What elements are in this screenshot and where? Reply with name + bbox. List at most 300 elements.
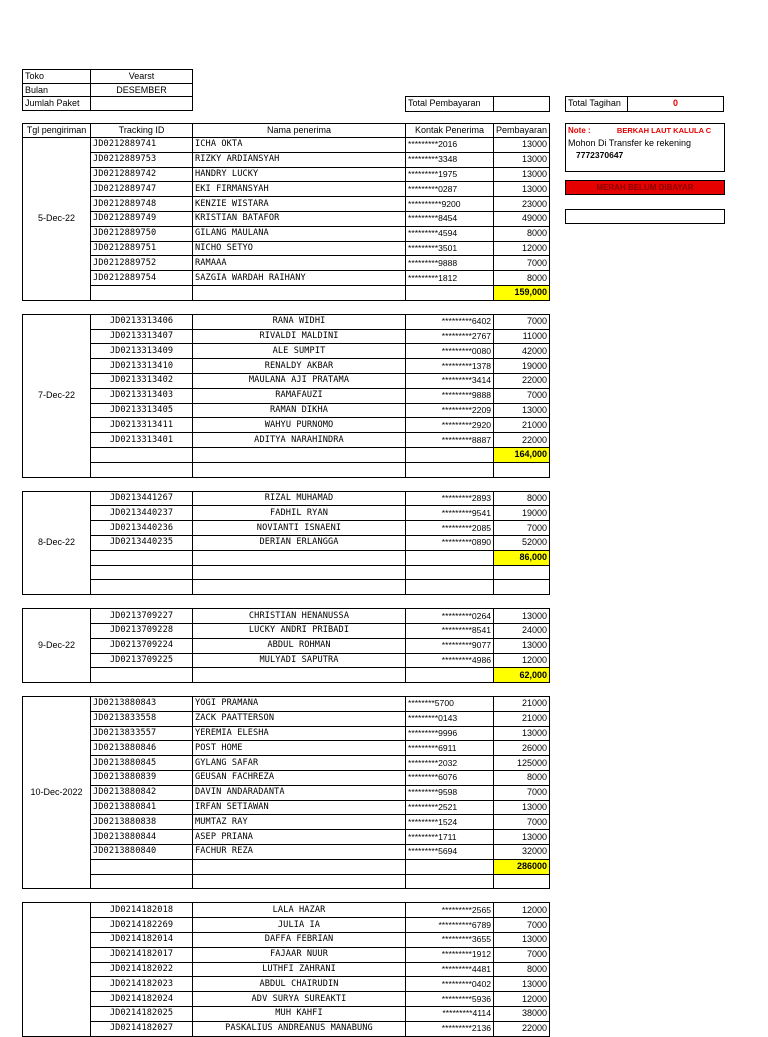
table-row [23,830,550,845]
table-row [23,418,550,433]
recipient-contact: **********6789 [406,918,494,933]
recipient-contact: *********6076 [406,771,494,786]
recipient-contact: ********5700 [406,697,494,712]
table-row [23,992,550,1007]
shipment-table [22,123,550,1037]
payment-amount: 38000 [494,1007,550,1022]
recipient-name: NICHO SETYO [193,241,406,256]
tracking-id[interactable]: JD0212889748 [91,197,193,212]
table-row [23,359,550,374]
recipient-name: GILANG MAULANA [193,226,406,241]
table-row [23,771,550,786]
recipient-name: LUCKY ANDRI PRIBADI [193,623,406,638]
table-row [23,947,550,962]
recipient-name: HANDRY LUCKY [193,167,406,182]
recipient-contact: *********0402 [406,977,494,992]
recipient-name: ASEP PRIANA [193,830,406,845]
group-date: 8-Dec-22 [23,491,91,595]
empty-cell [406,668,494,683]
tracking-id[interactable]: JD0213709225 [91,653,193,668]
table-row [23,711,550,726]
tracking-id[interactable]: JD0213313402 [91,373,193,388]
empty-cell [91,580,193,595]
notes-panel [565,123,725,224]
tracking-id[interactable]: JD0214182014 [91,933,193,948]
payment-amount: 49000 [494,211,550,226]
table-row [23,329,550,344]
payment-amount: 21000 [494,697,550,712]
payment-amount: 13000 [494,830,550,845]
group-separator [23,595,550,609]
bulan-label: Bulan [23,83,91,97]
payment-amount: 7000 [494,388,550,403]
payment-amount: 22000 [494,433,550,448]
table-row [23,933,550,948]
payment-amount: 13000 [494,138,550,153]
payment-amount: 19000 [494,506,550,521]
tracking-id[interactable]: JD0212889742 [91,167,193,182]
tracking-id[interactable]: JD0213709228 [91,623,193,638]
recipient-contact: *********0287 [406,182,494,197]
table-row [23,726,550,741]
tracking-id[interactable]: JD0212889747 [91,182,193,197]
payment-amount: 8000 [494,271,550,286]
toko-value[interactable]: Vearst [91,70,193,84]
recipient-contact: *********2016 [406,138,494,153]
tracking-id[interactable]: JD0213313409 [91,344,193,359]
tracking-id[interactable]: JD0212889753 [91,152,193,167]
table-row [23,506,550,521]
payment-amount: 12000 [494,653,550,668]
empty-cell [91,874,193,889]
empty-cell [406,565,494,580]
tracking-id[interactable]: JD0214182027 [91,1021,193,1036]
tracking-id[interactable]: JD0213833557 [91,726,193,741]
recipient-name: RAMAFAUZI [193,388,406,403]
recipient-name: NOVIANTI ISNAENI [193,521,406,536]
tracking-id[interactable]: JD0214182018 [91,903,193,918]
col-pembayaran: Pembayaran [494,124,550,138]
payment-amount: 19000 [494,359,550,374]
recipient-contact: *********5936 [406,992,494,1007]
table-row [23,918,550,933]
table-row [23,815,550,830]
tracking-id[interactable]: JD0212889751 [91,241,193,256]
tracking-id[interactable]: JD0213440235 [91,535,193,550]
note-bank: BERKAH LAUT KALULA C [616,126,712,135]
group-date [23,903,91,1036]
recipient-contact: *********9888 [406,256,494,271]
tracking-id[interactable]: JD0213833558 [91,711,193,726]
empty-cell [193,580,406,595]
separator-cell [23,477,550,491]
recipient-contact: *********2085 [406,521,494,536]
recipient-contact: *********1524 [406,815,494,830]
payment-amount: 13000 [494,800,550,815]
payment-amount: 7000 [494,947,550,962]
recipient-contact: *********2565 [406,903,494,918]
recipient-contact: *********2920 [406,418,494,433]
tracking-id[interactable]: JD0213313401 [91,433,193,448]
table-row [23,521,550,536]
recipient-name: ADV SURYA SUREAKTI [193,992,406,1007]
payment-amount: 42000 [494,344,550,359]
recipient-contact: *********0890 [406,535,494,550]
empty-cell [406,580,494,595]
separator-cell [23,595,550,609]
legend-empty-box [565,209,725,224]
group-total: 164,000 [494,447,550,462]
table-row [23,697,550,712]
table-row [23,256,550,271]
recipient-contact: *********8887 [406,433,494,448]
table-row [23,1007,550,1022]
empty-cell [193,565,406,580]
payment-amount: 24000 [494,623,550,638]
empty-cell [193,462,406,477]
empty-cell [193,285,406,300]
table-row [23,623,550,638]
payment-amount: 8000 [494,771,550,786]
payment-amount: 125000 [494,756,550,771]
group-separator [23,889,550,903]
recipient-contact: *********6402 [406,314,494,329]
tracking-id[interactable]: JD0213880844 [91,830,193,845]
table-row [23,800,550,815]
tracking-id[interactable]: JD0212889750 [91,226,193,241]
col-tracking-id: Tracking ID [91,124,193,138]
recipient-contact: *********2032 [406,756,494,771]
payment-amount: 13000 [494,977,550,992]
tracking-id[interactable]: JD0213313403 [91,388,193,403]
tracking-id[interactable]: JD0213880845 [91,756,193,771]
tracking-id[interactable]: JD0214182269 [91,918,193,933]
recipient-name: JULIA IA [193,918,406,933]
payment-amount: 32000 [494,845,550,860]
payment-amount: 22000 [494,1021,550,1036]
tracking-id[interactable]: JD0213880840 [91,845,193,860]
table-row [23,785,550,800]
table-row [23,609,550,624]
empty-cell [494,462,550,477]
empty-cell [494,874,550,889]
recipient-contact: *********3348 [406,152,494,167]
recipient-name: RAMAAA [193,256,406,271]
recipient-contact: *********4594 [406,226,494,241]
empty-row [23,565,550,580]
recipient-name: ALE SUMPIT [193,344,406,359]
recipient-contact: *********4481 [406,962,494,977]
recipient-contact: *********2209 [406,403,494,418]
payment-amount: 13000 [494,726,550,741]
payment-amount: 13000 [494,182,550,197]
tracking-id[interactable]: JD0213880842 [91,785,193,800]
table-row [23,271,550,286]
group-date: 10-Dec-2022 [23,697,91,889]
recipient-name: MULYADI SAPUTRA [193,653,406,668]
recipient-name: MUMTAZ RAY [193,815,406,830]
payment-amount: 12000 [494,992,550,1007]
recipient-contact: *********9598 [406,785,494,800]
empty-cell [193,550,406,565]
recipient-contact: *********0143 [406,711,494,726]
recipient-name: ABDUL ROHMAN [193,638,406,653]
table-row [23,182,550,197]
empty-cell [91,859,193,874]
payment-amount: 12000 [494,903,550,918]
recipient-name: RENALDY AKBAR [193,359,406,374]
table-row [23,653,550,668]
total-pembayaran-label: Total Pembayaran [406,97,494,112]
payment-amount: 7000 [494,815,550,830]
payment-amount: 8000 [494,962,550,977]
payment-amount: 8000 [494,226,550,241]
table-row [23,962,550,977]
total-tagihan-value[interactable]: 0 [628,97,724,112]
table-row [23,535,550,550]
tracking-id[interactable]: JD0213313410 [91,359,193,374]
group-total-row [23,550,550,565]
recipient-contact: *********4114 [406,1007,494,1022]
recipient-contact: *********8454 [406,211,494,226]
bulan-value[interactable]: DESEMBER [91,83,193,97]
recipient-contact: *********1711 [406,830,494,845]
table-row [23,314,550,329]
recipient-contact: *********8541 [406,623,494,638]
recipient-contact: *********9077 [406,638,494,653]
tracking-id[interactable]: JD0213441267 [91,491,193,506]
payment-amount: 13000 [494,403,550,418]
recipient-contact: *********2893 [406,491,494,506]
table-row [23,977,550,992]
tracking-id[interactable]: JD0212889741 [91,138,193,153]
tracking-id[interactable]: JD0213313411 [91,418,193,433]
payment-amount: 21000 [494,418,550,433]
table-row [23,388,550,403]
recipient-contact: *********2767 [406,329,494,344]
recipient-contact: *********5694 [406,845,494,860]
tracking-id[interactable]: JD0213880841 [91,800,193,815]
table-row [23,638,550,653]
recipient-name: FADHIL RYAN [193,506,406,521]
recipient-name: RAMAN DIKHA [193,403,406,418]
recipient-name: FAJAAR NUUR [193,947,406,962]
table-row [23,491,550,506]
empty-cell [406,550,494,565]
recipient-name: LUTHFI ZAHRANI [193,962,406,977]
payment-amount: 26000 [494,741,550,756]
table-row [23,152,550,167]
separator-cell [23,300,550,314]
total-tagihan-label: Total Tagihan [566,97,628,112]
group-date: 9-Dec-22 [23,609,91,683]
recipient-contact: *********1812 [406,271,494,286]
recipient-contact: *********0264 [406,609,494,624]
group-total: 286000 [494,859,550,874]
tracking-id[interactable]: JD0214182023 [91,977,193,992]
payment-amount: 21000 [494,711,550,726]
group-date: 5-Dec-22 [23,138,91,301]
recipient-contact: *********3655 [406,933,494,948]
group-total: 62,000 [494,668,550,683]
tracking-id[interactable]: JD0213313407 [91,329,193,344]
empty-cell [193,447,406,462]
empty-cell [91,550,193,565]
recipient-name: POST HOME [193,741,406,756]
table-row [23,403,550,418]
tracking-id[interactable]: JD0214182022 [91,962,193,977]
recipient-contact: *********1378 [406,359,494,374]
table-row [23,845,550,860]
table-row [23,167,550,182]
table-row [23,433,550,448]
empty-cell [494,565,550,580]
recipient-name: RIZAL MUHAMAD [193,491,406,506]
table-row [23,373,550,388]
col-tgl-pengiriman: Tgl pengiriman [23,124,91,138]
recipient-contact: *********1975 [406,167,494,182]
table-row [23,226,550,241]
tracking-id[interactable]: JD0214182025 [91,1007,193,1022]
empty-row [23,462,550,477]
note-label: Note : [568,126,591,135]
tracking-id[interactable]: JD0213313406 [91,314,193,329]
table-row [23,741,550,756]
total-pembayaran-box [405,96,550,112]
table-row [23,138,550,153]
recipient-name: CHRISTIAN HENANUSSA [193,609,406,624]
tracking-id[interactable]: JD0213880843 [91,697,193,712]
empty-cell [406,447,494,462]
table-row [23,241,550,256]
recipient-name: ZACK PAATTERSON [193,711,406,726]
tracking-id[interactable]: JD0214182017 [91,947,193,962]
payment-amount: 7000 [494,314,550,329]
payment-amount: 22000 [494,373,550,388]
tracking-id[interactable]: JD0213440236 [91,521,193,536]
recipient-name: KENZIE WISTARA [193,197,406,212]
recipient-name: ABDUL CHAIRUDIN [193,977,406,992]
empty-cell [193,859,406,874]
payment-amount: 11000 [494,329,550,344]
empty-cell [91,565,193,580]
recipient-name: DAVIN ANDARADANTA [193,785,406,800]
unpaid-legend: MERAH BELUM DIBAYAR [565,180,725,195]
empty-cell [406,859,494,874]
tracking-id[interactable]: JD0212889749 [91,211,193,226]
empty-cell [406,285,494,300]
tracking-id[interactable]: JD0214182024 [91,992,193,1007]
recipient-name: PASKALIUS ANDREANUS MANABUNG [193,1021,406,1036]
separator-cell [23,889,550,903]
empty-cell [91,668,193,683]
empty-cell [91,285,193,300]
payment-amount: 12000 [494,241,550,256]
empty-row [23,580,550,595]
recipient-name: MAULANA AJI PRATAMA [193,373,406,388]
group-separator [23,477,550,491]
account-number: 7772370647 [576,150,624,160]
tracking-id[interactable]: JD0213440237 [91,506,193,521]
group-date: 7-Dec-22 [23,314,91,477]
tracking-id[interactable]: JD0212889754 [91,271,193,286]
payment-amount: 7000 [494,785,550,800]
table-row [23,197,550,212]
transfer-instruction: Mohon Di Transfer ke rekening [568,138,692,148]
table-row [23,211,550,226]
recipient-contact: *********2521 [406,800,494,815]
recipient-name: KRISTIAN BATAFOR [193,211,406,226]
recipient-contact: *********2136 [406,1021,494,1036]
recipient-name: FACHUR REZA [193,845,406,860]
recipient-contact: *********4986 [406,653,494,668]
recipient-name: IRFAN SETIAWAN [193,800,406,815]
recipient-name: ADITYA NARAHINDRA [193,433,406,448]
empty-cell [91,462,193,477]
payment-amount: 23000 [494,197,550,212]
tracking-id[interactable]: JD0213880846 [91,741,193,756]
tracking-id[interactable]: JD0213313405 [91,403,193,418]
total-tagihan-box [565,96,724,112]
table-row [23,344,550,359]
recipient-contact: *********9541 [406,506,494,521]
empty-cell [91,447,193,462]
recipient-contact: *********9888 [406,388,494,403]
payment-amount: 7000 [494,918,550,933]
recipient-contact: *********6911 [406,741,494,756]
recipient-name: DAFFA FEBRIAN [193,933,406,948]
recipient-name: YEREMIA ELESHA [193,726,406,741]
group-total: 159,000 [494,285,550,300]
recipient-name: DERIAN ERLANGGA [193,535,406,550]
payment-amount: 13000 [494,638,550,653]
tracking-id[interactable]: JD0213880838 [91,815,193,830]
recipient-name: MUH KAHFI [193,1007,406,1022]
col-nama-penerima: Nama penerima [193,124,406,138]
group-separator [23,300,550,314]
table-row [23,756,550,771]
empty-cell [406,462,494,477]
tracking-id[interactable]: JD0213709224 [91,638,193,653]
empty-cell [494,580,550,595]
tracking-id[interactable]: JD0212889752 [91,256,193,271]
group-total-row [23,447,550,462]
recipient-name: EKI FIRMANSYAH [193,182,406,197]
recipient-contact: *********1912 [406,947,494,962]
tracking-id[interactable]: JD0213709227 [91,609,193,624]
tracking-id[interactable]: JD0213880839 [91,771,193,786]
recipient-name: RANA WIDHI [193,314,406,329]
recipient-name: RIVALDI MALDINI [193,329,406,344]
recipient-contact: *********9996 [406,726,494,741]
col-kontak-penerima: Kontak Penerima [406,124,494,138]
recipient-name: GYLANG SAFAR [193,756,406,771]
group-separator [23,683,550,697]
store-info-table [22,69,193,111]
payment-amount: 7000 [494,521,550,536]
group-total: 86,000 [494,550,550,565]
recipient-name: WAHYU PURNOMO [193,418,406,433]
group-total-row [23,668,550,683]
total-pembayaran-value[interactable] [494,97,550,112]
toko-label: Toko [23,70,91,84]
recipient-contact: *********3501 [406,241,494,256]
separator-cell [23,683,550,697]
payment-amount: 13000 [494,933,550,948]
jumlah-paket-value[interactable] [91,97,193,111]
payment-amount: 13000 [494,609,550,624]
empty-cell [406,874,494,889]
